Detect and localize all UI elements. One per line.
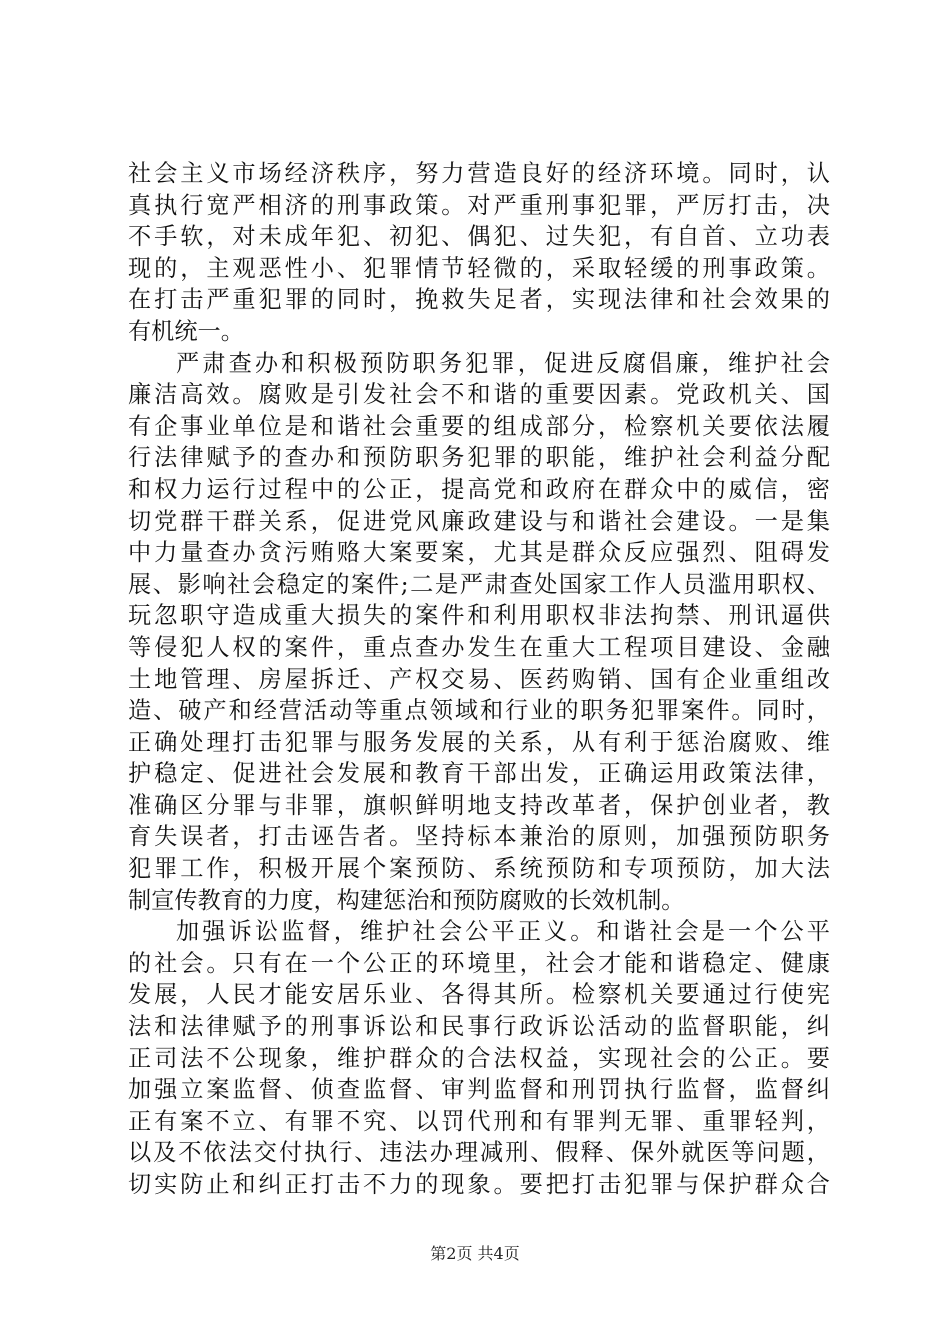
text-line: 育失误者，打击诬告者。坚持标本兼治的原则，加强预防职务: [128, 823, 830, 851]
text-line: 社会主义市场经济秩序，努力营造良好的经济环境。同时，认: [128, 160, 830, 187]
text-line: 正有案不立、有罪不究、以罚代刑和有罪判无罪、重罪轻判，: [128, 1107, 830, 1135]
text-line: 廉洁高效。腐败是引发社会不和谐的重要因素。党政机关、国: [128, 381, 830, 409]
body-text: [128, 158, 830, 1201]
text-line: 法和法律赋予的刑事诉讼和民事行政诉讼活动的监督职能，纠: [128, 1013, 830, 1041]
text-line: 严肃查办和积极预防职务犯罪，促进反腐倡廉，维护社会: [176, 349, 830, 377]
text-line: 发展，人民才能安居乐业、各得其所。检察机关要通过行使宪: [128, 981, 830, 1009]
text-line: 以及不依法交付执行、违法办理减刑、假释、保外就医等问题，: [128, 1139, 830, 1167]
paragraph-p1: [128, 158, 830, 348]
paragraph-p2: [128, 348, 830, 917]
text-line: 造、破产和经营活动等重点领域和行业的职务犯罪案件。同时，: [128, 697, 830, 725]
text-line: 在打击严重犯罪的同时，挽救失足者，实现法律和社会效果的: [128, 286, 830, 314]
text-line: 的社会。只有在一个公正的环境里，社会才能和谐稳定、健康: [128, 949, 830, 977]
text-line: 正司法不公现象，维护群众的合法权益，实现社会的公正。要: [128, 1044, 830, 1072]
text-line: 玩忽职守造成重大损失的案件和利用职权非法拘禁、刑讯逼供: [128, 602, 830, 630]
text-line: 现的，主观恶性小、犯罪情节轻微的，采取轻缓的刑事政策。: [128, 254, 830, 282]
text-line: 犯罪工作，积极开展个案预防、系统预防和专项预防，加大法: [128, 855, 830, 883]
text-line: 切党群干群关系，促进党风廉政建设与和谐社会建设。一是集: [128, 507, 830, 535]
text-line: 有机统一。: [128, 317, 244, 345]
page-footer: 第2页 共4页: [430, 1244, 520, 1263]
text-line: 等侵犯人权的案件，重点查办发生在重大工程项目建设、金融: [128, 633, 830, 661]
text-line: 加强立案监督、侦查监督、审判监督和刑罚执行监督，监督纠: [128, 1076, 830, 1104]
text-line: 展、影响社会稳定的案件;二是严肃查处国家工作人员滥用职权、: [128, 570, 830, 598]
text-line: 有企事业单位是和谐社会重要的组成部分，检察机关要依法履: [128, 412, 830, 440]
text-line: 真执行宽严相济的刑事政策。对严重刑事犯罪，严厉打击，决: [128, 191, 830, 219]
text-line: 切实防止和纠正打击不力的现象。要把打击犯罪与保护群众合: [128, 1171, 830, 1198]
text-line: 和权力运行过程中的公正，提高党和政府在群众中的威信，密: [128, 475, 830, 503]
text-line: 护稳定、促进社会发展和教育干部出发，正确运用政策法律，: [128, 760, 830, 788]
paragraph-p3: [128, 916, 830, 1200]
text-line: 中力量查办贪污贿赂大案要案，尤其是群众反应强烈、阻碍发: [128, 539, 830, 567]
text-line: 行法律赋予的查办和预防职务犯罪的职能，维护社会利益分配: [128, 444, 830, 472]
text-line: 加强诉讼监督，维护社会公平正义。和谐社会是一个公平: [176, 918, 830, 946]
text-line: 不手软，对未成年犯、初犯、偶犯、过失犯，有自首、立功表: [128, 223, 830, 251]
text-line: 准确区分罪与非罪，旗帜鲜明地支持改革者，保护创业者，教: [128, 791, 830, 819]
text-line: 正确处理打击犯罪与服务发展的关系，从有利于惩治腐败、维: [128, 728, 830, 756]
text-line: 土地管理、房屋拆迁、产权交易、医药购销、国有企业重组改: [128, 665, 830, 693]
text-line: 制宣传教育的力度，构建惩治和预防腐败的长效机制。: [128, 886, 685, 914]
